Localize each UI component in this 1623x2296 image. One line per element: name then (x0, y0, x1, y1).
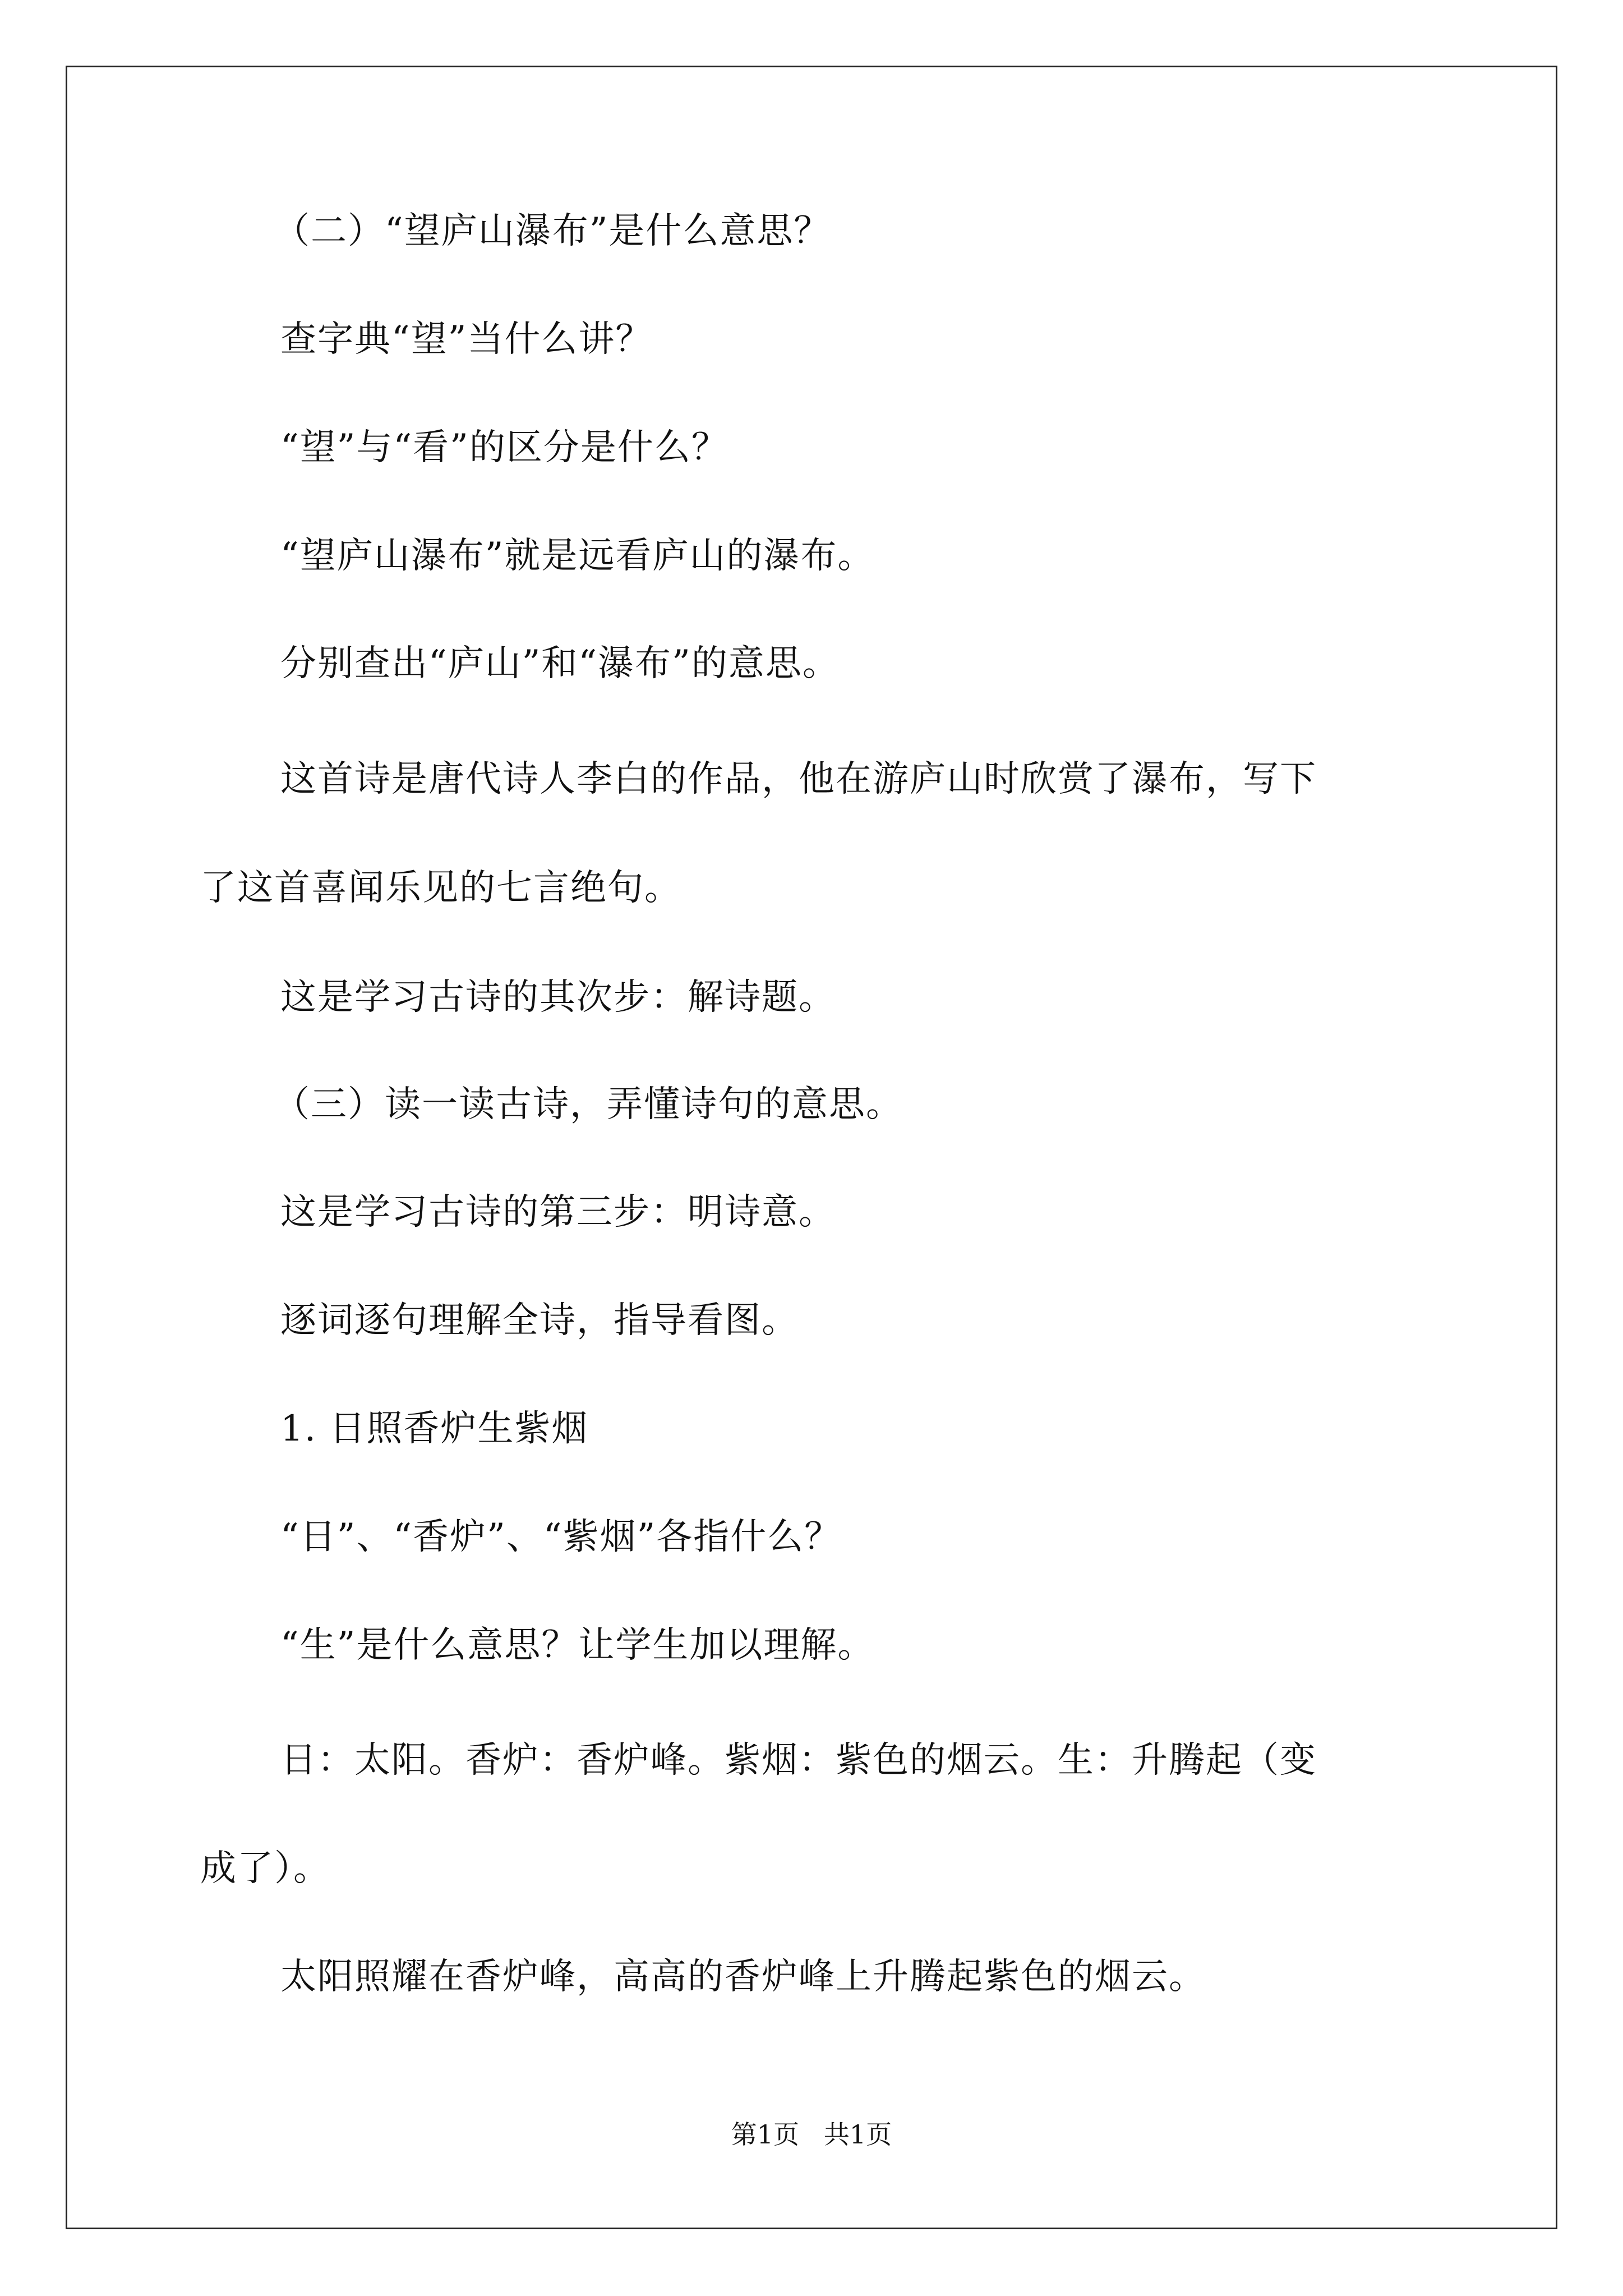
paragraph: “生”是什么意思？让学生加以理解。 (280, 1625, 875, 1666)
paragraph: 太阳照耀在香炉峰，高高的香炉峰上升腾起紫色的烟云。 (280, 1956, 1206, 1998)
paragraph: 逐词逐句理解全诗，指导看图。 (280, 1300, 799, 1341)
paragraph: 这首诗是唐代诗人李白的作品，他在游庐山时欣赏了瀑布，写下 (280, 758, 1317, 800)
paragraph: 分别查出“庐山”和“瀑布”的意思。 (280, 643, 840, 684)
paragraph-continuation: 了这首喜闻乐见的七言绝句。 (200, 867, 681, 909)
paragraph: 日：太阳。香炉：香炉峰。紫烟：紫色的烟云。生：升腾起（变 (280, 1740, 1317, 1781)
paragraph-section-2-heading: （二）“望庐山瀑布”是什么意思？ (274, 210, 831, 252)
paragraph: “望”与“看”的区分是什么？ (280, 427, 728, 468)
page-footer: 第1页 共1页 (731, 2119, 892, 2150)
paragraph: 这是学习古诗的第三步：明诗意。 (280, 1191, 836, 1233)
paragraph: “日”、“香炉”、“紫烟”各指什么？ (280, 1516, 842, 1558)
paragraph-numbered-item: 1. 日照香炉生紫烟 (280, 1408, 589, 1450)
paragraph-section-3-heading: （三）读一读古诗，弄懂诗句的意思。 (274, 1084, 903, 1125)
paragraph: 这是学习古诗的其次步：解诗题。 (280, 977, 836, 1018)
paragraph-continuation: 成了）。 (200, 1848, 330, 1889)
paragraph: “望庐山瀑布”就是远看庐山的瀑布。 (280, 535, 875, 577)
paragraph: 查字典“望”当什么讲？ (280, 319, 653, 360)
